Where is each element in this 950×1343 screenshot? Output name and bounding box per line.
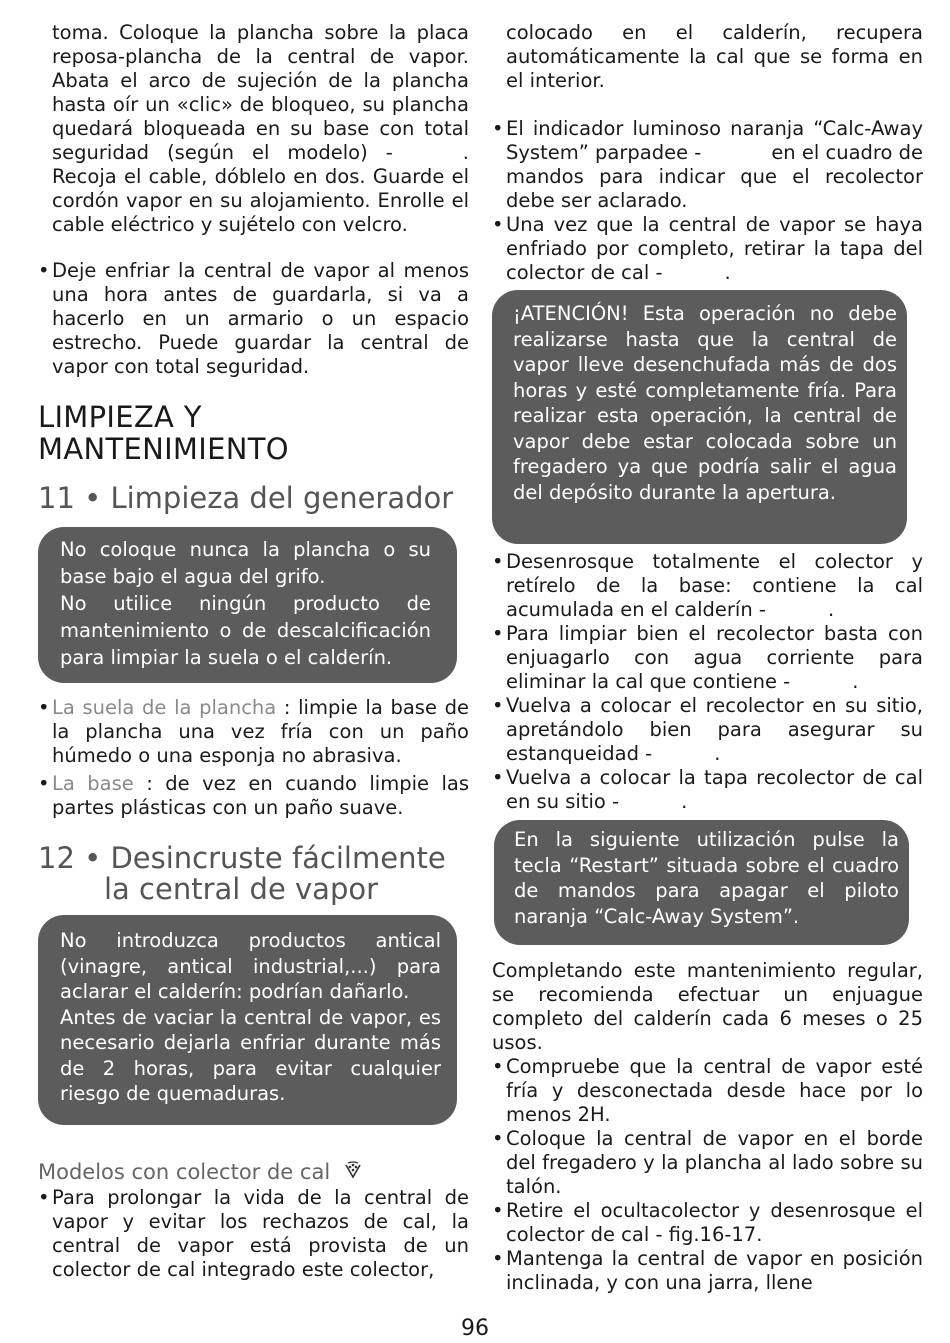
collector-steps-list bbox=[492, 550, 923, 814]
main-heading: LIMPIEZA Y MANTENIMIENTO bbox=[38, 400, 289, 466]
list-item: • Coloque la central de vapor en el borde del fregadero y la plancha al lado sobre su talón. bbox=[492, 1127, 923, 1199]
list-item: • El indicador luminoso naranja “Calc-Away System” parpadee - en el cuadro de mandos para indicar que el recolector debe ser aclarado. bbox=[492, 117, 923, 213]
list-item: • Mantenga la central de vapor en posición inclinada, y con una jarra, llene bbox=[492, 1247, 923, 1295]
restart-info-box: En la siguiente utilización pulse la tecla “Restart” situada sobre el cuadro de mandos para apagar el piloto naranja “Calc-Away System”. bbox=[494, 820, 909, 945]
list-item: • La base : de vez en cuando limpie las partes plásticas con un paño suave. bbox=[38, 772, 469, 820]
attention-box: ¡ATENCIÓN! Esta operación no debe realizarse hasta que la central de vapor lleve desenchufada más de dos horas y esté completamente fría. Para realizar esta operación, la central de vapor debe estar colocada sobre un fregadero ya que podría salir el agua del depósito durante la apertura. bbox=[492, 290, 907, 544]
prolong-bullet-list bbox=[38, 1186, 469, 1282]
list-item: • Deje enfriar la central de vapor al menos una hora antes de guardarla, si va a hacerlo en un armario o un espacio estrecho. Puede guardar la central de vapor con total seguridad. bbox=[38, 259, 469, 379]
maintenance-paragraph: Completando este mantenimiento regular, se recomienda efectuar un enjuague completo del calderín cada 6 meses o 25 usos. bbox=[492, 959, 923, 1054]
section-11-title: 11 • Limpieza del generador bbox=[38, 481, 454, 515]
list-item: • La suela de la plancha : limpie la base de la plancha una vez fría con un paño húmedo o una esponja no abrasiva. bbox=[38, 696, 469, 768]
section-12-title: 12 • Desincruste fácilmente la central de vapor bbox=[38, 841, 446, 906]
list-item: • Para limpiar bien el recolector basta con enjuagarlo con agua corriente para eliminar la cal que contiene - . bbox=[492, 622, 923, 694]
cleaning-bullet-list bbox=[38, 696, 469, 820]
collector-continuation: colocado en el calderín, recupera automáticamente la cal que se forma en el interior. bbox=[506, 21, 923, 92]
intro-text: toma. Coloque la plancha sobre la placa reposa-plancha de la central de vapor. Abata el arco de sujeción de la plancha hasta oír un «clic» de bloqueo, su plancha quedará bloqueada en su base con total seguridad (según el modelo) - . Recoja el cable, dóblelo en dos. Guarde el cordón vapor en su alojamiento. Enrolle el cable eléctrico y sujételo con velcro. bbox=[52, 21, 469, 236]
cooling-bullet-list bbox=[38, 259, 469, 379]
intro-continuation bbox=[52, 21, 469, 237]
list-item: • Compruebe que la central de vapor esté fría y desconectada desde hace por lo menos 2H. bbox=[492, 1055, 923, 1127]
indicator-bullet-list bbox=[492, 117, 923, 285]
scale-collector-icon bbox=[343, 1161, 363, 1186]
rinse-steps-list bbox=[492, 1055, 923, 1295]
list-item: • Desenrosque totalmente el colector y retírelo de la base: contiene la cal acumulada en el calderín - . bbox=[492, 550, 923, 622]
warning-box-no-anticalc: No introduzca productos antical (vinagre, antical industrial,...) para aclarar el calderín: podrían dañarlo. Antes de vaciar la central de vapor, es necesario dejarla enfriar durante más de 2 horas, para evitar cualquier riesgo de quemaduras. bbox=[38, 915, 457, 1125]
list-item: • Para prolongar la vida de la central de vapor y evitar los rechazos de cal, la central de vapor está provista de un colector de cal integrado este colector, bbox=[38, 1186, 469, 1282]
page-number: 96 bbox=[461, 1316, 489, 1341]
list-item: • Vuelva a colocar la tapa recolector de cal en su sitio - . bbox=[492, 766, 923, 814]
list-item: • Una vez que la central de vapor se haya enfriado por completo, retirar la tapa del colector de cal - . bbox=[492, 213, 923, 285]
models-subtitle: Modelos con colector de cal bbox=[38, 1160, 363, 1186]
list-item: • Retire el ocultacolector y desenrosque el colector de cal - fig.16-17. bbox=[492, 1199, 923, 1247]
warning-box-no-water: No coloque nunca la plancha o su base bajo el agua del grifo. No utilice ningún producto de mantenimiento o de descalcificación para limpiar la suela o el calderín. bbox=[38, 527, 457, 683]
list-item: • Vuelva a colocar el recolector en su sitio, apretándolo bien para asegurar su estanqueidad - . bbox=[492, 694, 923, 766]
